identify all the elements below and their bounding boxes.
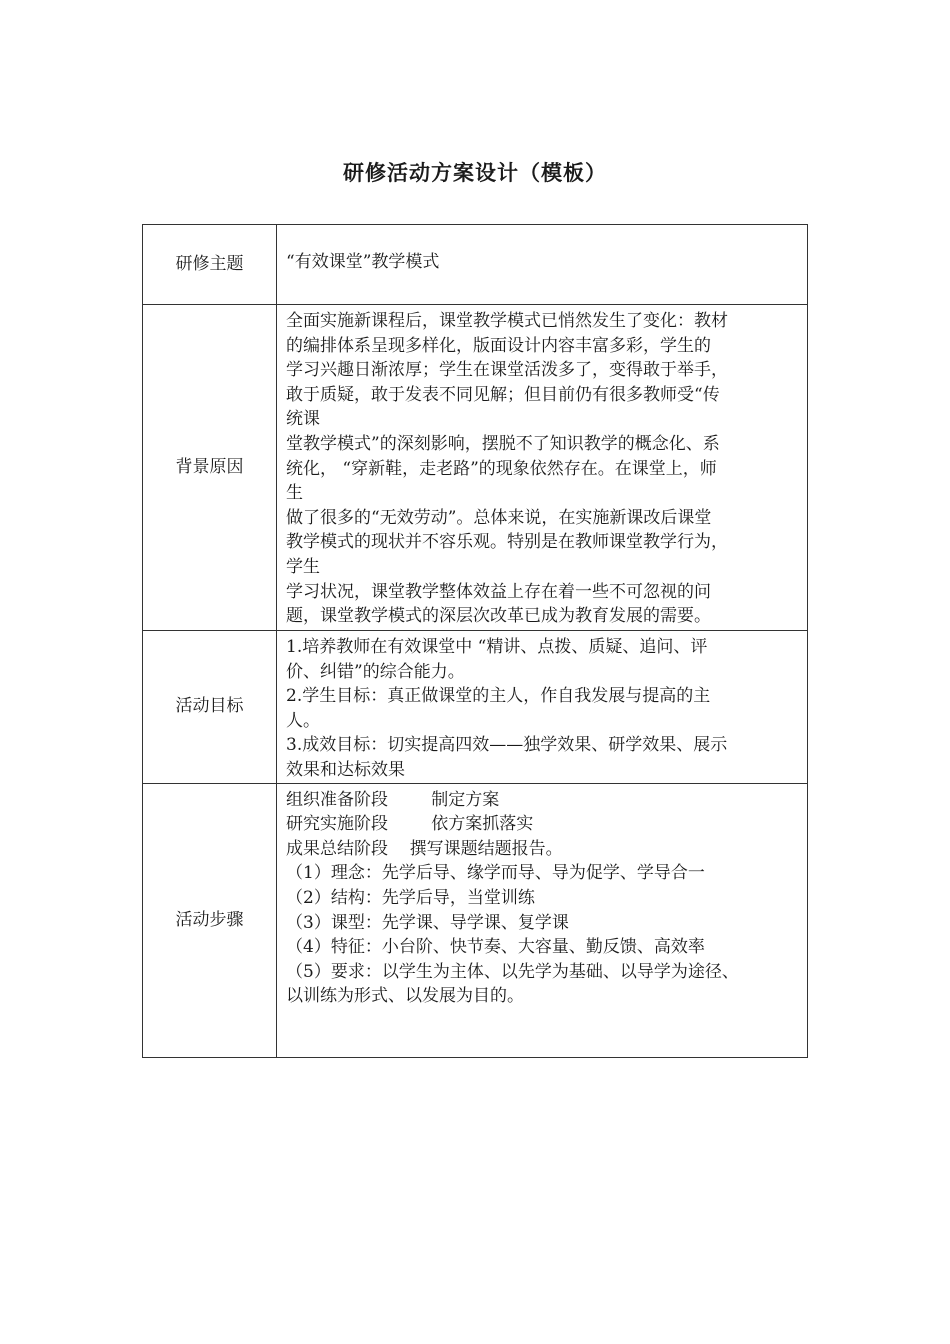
steps-line: （1）理念：先学后导、缘学而导、导为促学、学导合一 bbox=[286, 863, 705, 884]
background-line: 学习兴趣日渐浓厚；学生在课堂活泼多了，变得敢于举手， bbox=[286, 360, 728, 381]
topic-value bbox=[277, 225, 808, 305]
table-row-goals bbox=[143, 631, 808, 784]
goals-label: 活动目标 bbox=[143, 631, 277, 784]
table-row-steps bbox=[143, 783, 808, 1057]
goals-line: 3.成效目标：切实提高四效——独学效果、研学效果、展示 bbox=[286, 735, 728, 756]
topic-label: 研修主题 bbox=[143, 225, 277, 305]
goals-line: 2.学生目标：真正做课堂的主人，作自我发展与提高的主 bbox=[286, 686, 711, 707]
steps-line: （2）结构：先学后导，当堂训练 bbox=[286, 887, 535, 908]
goals-line: 价、纠错”的综合能力。 bbox=[286, 661, 465, 682]
background-line: 学习状况，课堂教学整体效益上存在着一些不可忽视的问 bbox=[286, 581, 711, 602]
background-line: 全面实施新课程后，课堂教学模式已悄然发生了变化：教材 bbox=[286, 311, 728, 331]
background-line: 做了很多的“无效劳动”。总体来说，在实施新课改后课堂 bbox=[286, 507, 712, 528]
background-line: 学生 bbox=[286, 556, 320, 577]
plan-table bbox=[142, 224, 808, 1058]
background-line: 题，课堂教学模式的深层次改革已成为教育发展的需要。 bbox=[286, 606, 711, 627]
table-row-topic bbox=[143, 225, 808, 305]
table-row-background bbox=[143, 305, 808, 631]
background-line: 敢于质疑，敢于发表不同见解；但目前仍有很多教师受“传 bbox=[286, 384, 720, 405]
background-line: 统课 bbox=[286, 409, 320, 430]
background-line: 堂教学模式”的深刻影响，摆脱不了知识教学的概念化、系 bbox=[286, 433, 720, 454]
goals-line: 人。 bbox=[286, 710, 320, 731]
background-line: 生 bbox=[286, 483, 303, 504]
goals-line: 1.培养教师在有效课堂中 “精讲、点拨、质疑、追问、评 bbox=[286, 637, 708, 657]
background-line: 统化， “穿新鞋，走老路”的现象依然存在。在课堂上，师 bbox=[286, 458, 717, 479]
steps-line: （5）要求：以学生为主体、以先学为基础、以导学为途径、 bbox=[286, 961, 739, 982]
steps-content bbox=[277, 783, 808, 1057]
steps-line: （3）课型：先学课、导学课、复学课 bbox=[286, 912, 569, 933]
steps-line: （4）特征：小台阶、快节奏、大容量、勤反馈、高效率 bbox=[286, 937, 705, 958]
goals-line: 效果和达标效果 bbox=[286, 759, 405, 780]
steps-line: 成果总结阶段 撰写课题结题报告。 bbox=[286, 838, 563, 859]
steps-line: 以训练为形式、以发展为目的。 bbox=[286, 986, 524, 1007]
topic-text: “有效课堂”教学模式 bbox=[286, 252, 440, 273]
goals-content bbox=[277, 631, 808, 784]
steps-line: 组织准备阶段 制定方案 bbox=[286, 789, 500, 810]
steps-line: 研究实施阶段 依方案抓落实 bbox=[286, 814, 534, 835]
page-title: 研修活动方案设计（模板） bbox=[343, 160, 607, 185]
background-line: 教学模式的现状并不容乐观。特别是在教师课堂教学行为， bbox=[286, 532, 728, 553]
background-content bbox=[277, 305, 808, 631]
background-line: 的编排体系呈现多样化，版面设计内容丰富多彩，学生的 bbox=[286, 335, 711, 356]
background-label: 背景原因 bbox=[143, 305, 277, 631]
steps-label: 活动步骤 bbox=[143, 783, 277, 1057]
